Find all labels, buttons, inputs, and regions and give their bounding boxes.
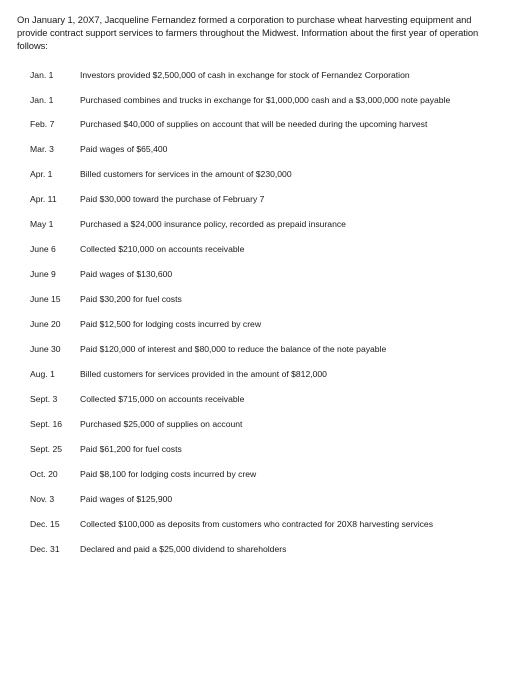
transaction-date: May 1 — [30, 219, 54, 229]
transaction-description: Billed customers for services provided in the amount of $812,000 — [80, 369, 327, 379]
transaction-row — [17, 94, 504, 106]
transaction-description: Purchased $25,000 of supplies on account — [80, 419, 243, 429]
transaction-description: Collected $715,000 on accounts receivable — [80, 394, 245, 404]
transaction-row — [17, 343, 504, 355]
transaction-description: Paid wages of $65,400 — [80, 144, 168, 154]
transaction-description: Purchased $40,000 of supplies on account that will be needed during the upcoming harvest — [80, 119, 428, 129]
transaction-date: June 30 — [30, 344, 61, 354]
transaction-description: Paid $61,200 for fuel costs — [80, 444, 182, 454]
transaction-date: Jan. 1 — [30, 95, 54, 105]
transaction-description: Paid $120,000 of interest and $80,000 to reduce the balance of the note payable — [80, 344, 387, 354]
transaction-description: Purchased a $24,000 insurance policy, recorded as prepaid insurance — [80, 219, 346, 229]
transaction-description: Paid wages of $125,900 — [80, 494, 173, 504]
transaction-row — [17, 518, 504, 530]
transaction-date: Jan. 1 — [30, 70, 54, 80]
transaction-row — [17, 118, 504, 130]
transaction-row — [17, 69, 504, 81]
transaction-description: Declared and paid a $25,000 dividend to shareholders — [80, 544, 287, 554]
transaction-date: Sept. 3 — [30, 394, 58, 404]
transaction-row — [17, 268, 504, 280]
transaction-row — [17, 168, 504, 180]
transaction-row — [17, 193, 504, 205]
transaction-date: June 6 — [30, 244, 56, 254]
transaction-row — [17, 318, 504, 330]
transaction-date: Sept. 16 — [30, 419, 63, 429]
transaction-date: Oct. 20 — [30, 469, 58, 479]
transaction-row — [17, 443, 504, 455]
transaction-date: Dec. 15 — [30, 519, 60, 529]
transaction-row — [17, 543, 504, 555]
transaction-description: Collected $100,000 as deposits from customers who contracted for 20X8 harvesting services — [80, 519, 434, 529]
transaction-date: June 15 — [30, 294, 61, 304]
transaction-description: Billed customers for services in the amount of $230,000 — [80, 169, 292, 179]
transaction-list — [17, 69, 504, 555]
transaction-date: June 9 — [30, 269, 56, 279]
transaction-row — [17, 418, 504, 430]
transaction-date: Sept. 25 — [30, 444, 63, 454]
transaction-row — [17, 293, 504, 305]
transaction-row — [17, 368, 504, 380]
transaction-row — [17, 393, 504, 405]
transaction-description: Paid $30,200 for fuel costs — [80, 294, 182, 304]
transaction-date: Mar. 3 — [30, 144, 54, 154]
transaction-date: Aug. 1 — [30, 369, 55, 379]
transaction-description: Paid wages of $130,600 — [80, 269, 173, 279]
transaction-row — [17, 143, 504, 155]
transaction-date: Apr. 1 — [30, 169, 53, 179]
transaction-description: Investors provided $2,500,000 of cash in exchange for stock of Fernandez Corporation — [80, 70, 410, 80]
transaction-row — [17, 243, 504, 255]
intro-paragraph: On January 1, 20X7, Jacqueline Fernandez formed a corporation to purchase wheat harvesting equipment and provide contract support services to farmers throughout the Midwest. Information about the first year of operation follows: — [17, 14, 479, 51]
transaction-row — [17, 468, 504, 480]
transaction-date: Apr. 11 — [30, 194, 57, 204]
transaction-row — [17, 218, 504, 230]
transaction-date: June 20 — [30, 319, 61, 329]
transaction-description: Purchased combines and trucks in exchange for $1,000,000 cash and a $3,000,000 note payable — [80, 95, 451, 105]
transaction-date: Feb. 7 — [30, 119, 55, 129]
transaction-description: Paid $12,500 for lodging costs incurred by crew — [80, 319, 262, 329]
transaction-description: Collected $210,000 on accounts receivable — [80, 244, 245, 254]
transaction-date: Dec. 31 — [30, 544, 60, 554]
transaction-date: Nov. 3 — [30, 494, 55, 504]
transaction-description: Paid $30,000 toward the purchase of February 7 — [80, 194, 265, 204]
transaction-row — [17, 493, 504, 505]
transaction-description: Paid $8,100 for lodging costs incurred by crew — [80, 469, 257, 479]
